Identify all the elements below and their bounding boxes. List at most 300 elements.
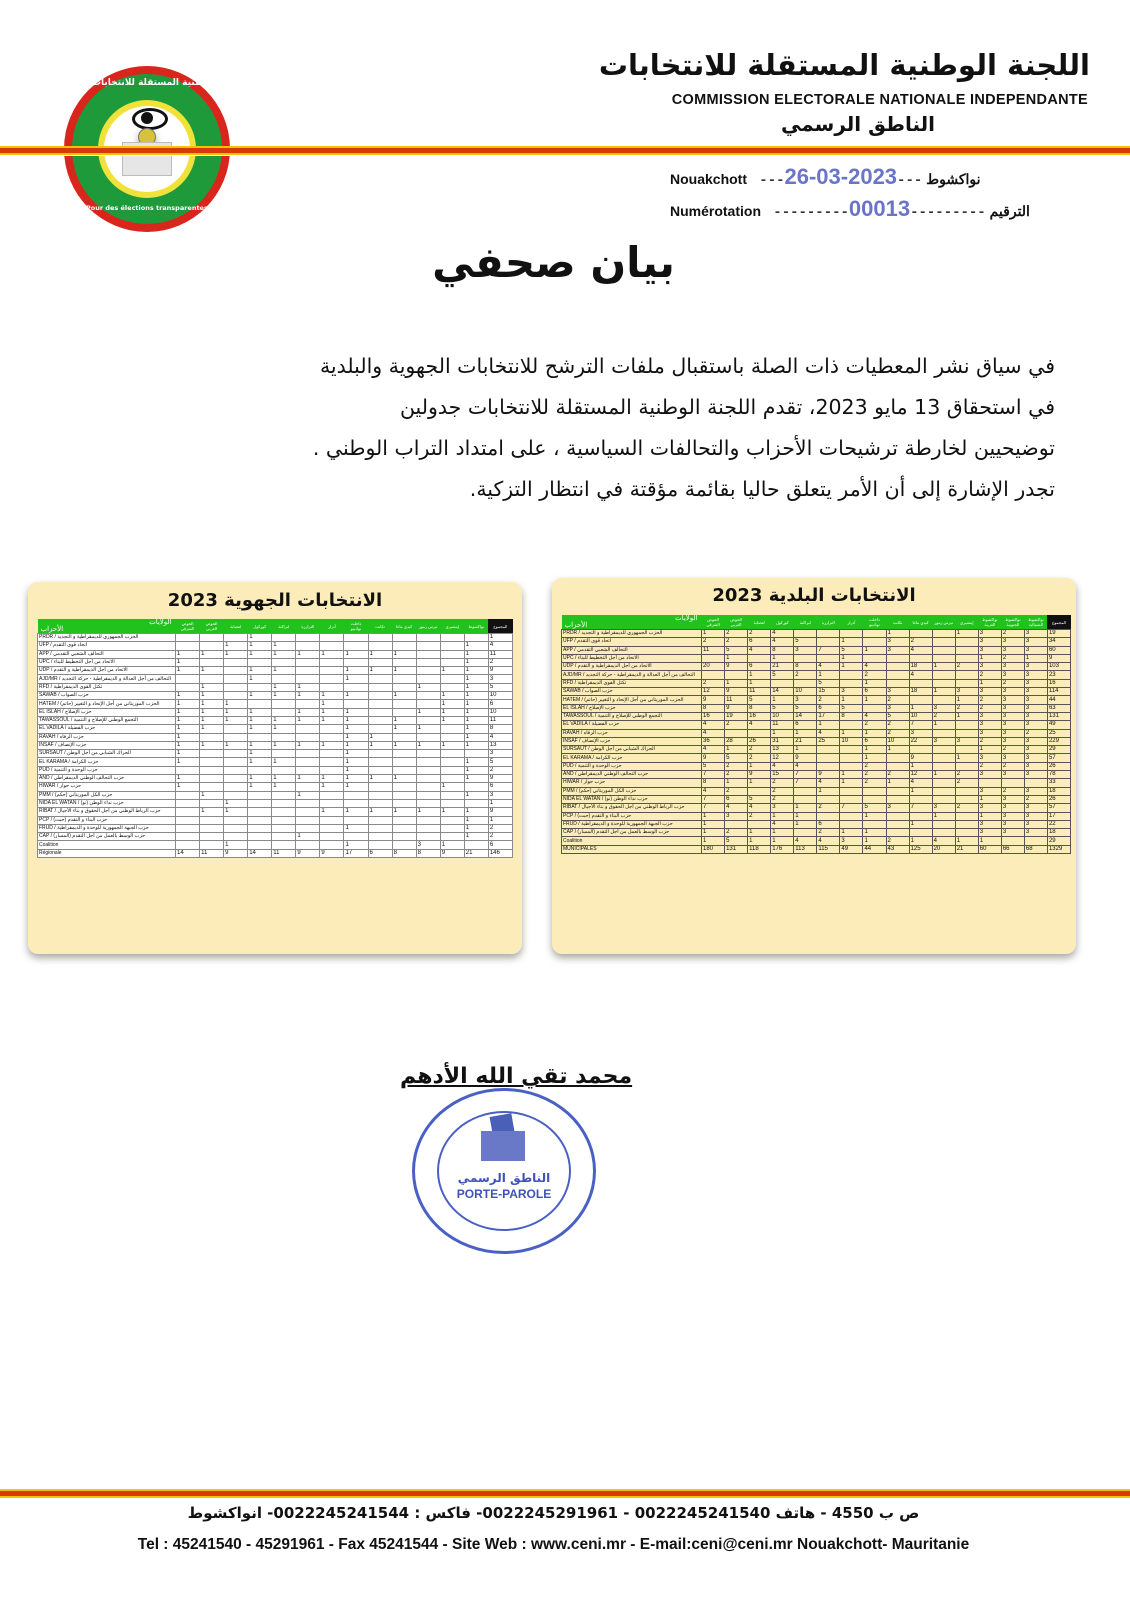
value-cell: 3 (978, 712, 1001, 720)
value-cell (392, 783, 416, 791)
value-cell: 15 (771, 771, 794, 779)
value-cell: 1 (224, 741, 248, 749)
value-cell (416, 750, 440, 758)
value-cell (909, 795, 932, 803)
value-cell: 12 (771, 754, 794, 762)
document-title: بيان صحفي (432, 238, 675, 287)
table-row (38, 816, 513, 824)
value-cell (296, 725, 320, 733)
value-cell: 5 (488, 683, 512, 691)
value-cell: 1 (176, 708, 200, 716)
value-cell: 13 (488, 741, 512, 749)
value-cell (440, 824, 464, 832)
value-cell (392, 824, 416, 832)
value-cell: 1 (464, 692, 488, 700)
table-row (38, 675, 513, 683)
table-row (38, 833, 513, 841)
value-cell (840, 795, 863, 803)
value-cell (416, 733, 440, 741)
value-cell (794, 679, 817, 687)
party-name-cell: CAP / حزب الوسط بالعمل من أجل التقدم (المسار) (38, 833, 176, 841)
value-cell: 8 (488, 725, 512, 733)
table-row (38, 667, 513, 675)
value-cell: 2 (955, 663, 978, 671)
value-cell: 4 (748, 721, 771, 729)
value-cell (200, 642, 224, 650)
value-cell: 1 (464, 708, 488, 716)
value-cell (392, 642, 416, 650)
value-cell (932, 671, 955, 679)
value-cell: 1 (416, 741, 440, 749)
value-cell (272, 799, 296, 807)
party-name-cell: APP / التحالف الشعبي التقدمي (38, 650, 176, 658)
value-cell (440, 634, 464, 642)
value-cell (932, 754, 955, 762)
value-cell: 1 (464, 658, 488, 666)
value-cell (416, 824, 440, 832)
value-cell: 1 (296, 650, 320, 658)
value-cell (1024, 779, 1047, 787)
party-name-cell: AND / حزب التحالف الوطني الديمقراطي (38, 775, 176, 783)
column-header: إينشيري (440, 619, 464, 634)
value-cell (248, 791, 272, 799)
value-cell: 1 (748, 837, 771, 845)
value-cell: 3 (1024, 696, 1047, 704)
value-cell: 1 (464, 733, 488, 741)
value-cell (817, 762, 840, 770)
value-cell: 7 (794, 771, 817, 779)
value-cell (176, 766, 200, 774)
value-cell: 1 (1024, 654, 1047, 662)
value-cell: 1 (840, 654, 863, 662)
total-value-cell: 125 (909, 845, 932, 853)
value-cell: 1 (368, 741, 392, 749)
value-cell (909, 679, 932, 687)
value-cell (932, 646, 955, 654)
value-cell (176, 634, 200, 642)
stamp-text-ar: الناطق الرسمي (457, 1171, 551, 1185)
value-cell: 1 (344, 783, 368, 791)
value-cell: 1 (464, 808, 488, 816)
value-cell (200, 658, 224, 666)
value-cell: 3 (978, 771, 1001, 779)
value-cell (932, 829, 955, 837)
value-cell: 2 (488, 833, 512, 841)
value-cell: 3 (978, 787, 1001, 795)
value-cell (368, 783, 392, 791)
value-cell: 1 (248, 741, 272, 749)
value-cell: 5 (748, 696, 771, 704)
value-cell: 4 (863, 712, 886, 720)
value-cell: 1 (440, 841, 464, 849)
value-cell: 1 (176, 775, 200, 783)
value-cell: 1 (748, 762, 771, 770)
value-cell (863, 787, 886, 795)
value-cell (748, 787, 771, 795)
signatory-name: محمد تقي الله الأدهم (400, 1064, 633, 1089)
value-cell: 5 (794, 704, 817, 712)
value-cell (817, 630, 840, 638)
value-cell (416, 675, 440, 683)
value-cell (320, 799, 344, 807)
party-name-cell: PUD / حزب الوحدة و التنمية (562, 762, 702, 770)
value-cell (392, 833, 416, 841)
value-cell (200, 766, 224, 774)
party-name-cell: EL ISLAH / حزب الإصلاح (38, 708, 176, 716)
value-cell: 2 (794, 671, 817, 679)
value-cell: 6 (488, 700, 512, 708)
party-name-cell: INSAF / حزب الإنصاف (38, 741, 176, 749)
value-cell: 1 (978, 837, 1001, 845)
total-value-cell: 14 (176, 849, 200, 857)
value-cell (886, 679, 909, 687)
value-cell: 10 (488, 708, 512, 716)
column-header: تكانت (886, 615, 909, 630)
value-cell (748, 820, 771, 828)
value-cell (955, 721, 978, 729)
value-cell: 1 (440, 741, 464, 749)
value-cell (392, 750, 416, 758)
value-cell (368, 642, 392, 650)
value-cell: 3 (1024, 671, 1047, 679)
value-cell (794, 829, 817, 837)
value-cell: 1 (224, 642, 248, 650)
value-cell: 1 (702, 829, 725, 837)
value-cell (932, 679, 955, 687)
value-cell: 1 (296, 708, 320, 716)
value-cell (725, 671, 748, 679)
value-cell (416, 799, 440, 807)
total-value-cell: 146 (488, 849, 512, 857)
value-cell (817, 638, 840, 646)
value-cell (909, 746, 932, 754)
value-cell: 2 (702, 679, 725, 687)
value-cell: 1 (176, 733, 200, 741)
value-cell: 1 (248, 692, 272, 700)
header-divider (0, 146, 1130, 156)
value-cell (955, 646, 978, 654)
value-cell: 4 (771, 820, 794, 828)
value-cell: 2 (886, 837, 909, 845)
column-header: نواكشوط الجنوبية (1001, 615, 1024, 630)
value-cell: 4 (817, 663, 840, 671)
value-cell: 3 (1024, 737, 1047, 745)
table-row (562, 630, 1071, 638)
party-name-cell: HIWAR / حزب حوار (38, 783, 176, 791)
table-row (562, 671, 1071, 679)
value-cell: 1 (320, 650, 344, 658)
value-cell (840, 820, 863, 828)
value-cell: 9 (488, 667, 512, 675)
value-cell: 4 (702, 729, 725, 737)
value-cell: 3 (1001, 688, 1024, 696)
value-cell (1001, 837, 1024, 845)
value-cell: 5 (725, 646, 748, 654)
value-cell: 25 (1047, 729, 1070, 737)
party-name-cell: HATEM / الحزب الموريتاني من أجل الإتحاد و التغيير (حاتم) (38, 700, 176, 708)
party-name-cell: RFD / تكتل القوى الديمقراطية (562, 679, 702, 687)
org-name-ar: اللجنة الوطنية المستقلة للانتخابات (598, 48, 1090, 82)
value-cell: 1 (200, 716, 224, 724)
value-cell: 1 (771, 829, 794, 837)
value-cell (932, 820, 955, 828)
value-cell (344, 816, 368, 824)
value-cell: 3 (978, 688, 1001, 696)
value-cell: 18 (1047, 787, 1070, 795)
value-cell: 1 (344, 725, 368, 733)
value-cell: 2 (488, 766, 512, 774)
value-cell (320, 791, 344, 799)
value-cell: 1 (344, 650, 368, 658)
value-cell: 1 (176, 725, 200, 733)
value-cell (320, 658, 344, 666)
value-cell: 11 (725, 696, 748, 704)
value-cell: 3 (886, 804, 909, 812)
party-name-cell: AND / حزب التحالف الوطني الديمقراطي (562, 771, 702, 779)
value-cell: 9 (702, 696, 725, 704)
value-cell: 11 (488, 716, 512, 724)
value-cell (886, 754, 909, 762)
value-cell: 1 (248, 725, 272, 733)
value-cell: 1 (176, 692, 200, 700)
value-cell (886, 812, 909, 820)
value-cell: 4 (794, 837, 817, 845)
total-value-cell: 113 (794, 845, 817, 853)
column-header: كيدي ماغا (909, 615, 932, 630)
value-cell (440, 758, 464, 766)
value-cell (248, 733, 272, 741)
value-cell: 16 (702, 712, 725, 720)
value-cell: 2 (1001, 762, 1024, 770)
value-cell: 3 (1024, 804, 1047, 812)
value-cell (1024, 837, 1047, 845)
value-cell: 9 (488, 775, 512, 783)
party-name-cell: UFP / اتحاد قوى التقدم (562, 638, 702, 646)
value-cell (296, 808, 320, 816)
value-cell (248, 816, 272, 824)
value-cell: 17 (1047, 812, 1070, 820)
value-cell: 9 (817, 771, 840, 779)
value-cell (440, 683, 464, 691)
value-cell: 2 (1001, 630, 1024, 638)
value-cell: 1 (794, 820, 817, 828)
value-cell: 1 (440, 708, 464, 716)
value-cell (955, 746, 978, 754)
value-cell: 29 (1047, 837, 1070, 845)
value-cell (368, 750, 392, 758)
value-cell: 6 (488, 783, 512, 791)
value-cell: 1 (464, 824, 488, 832)
value-cell: 2 (978, 704, 1001, 712)
value-cell: 2 (725, 787, 748, 795)
table-row (562, 729, 1071, 737)
value-cell: 2 (955, 704, 978, 712)
value-cell: 4 (771, 762, 794, 770)
value-cell: 2 (702, 638, 725, 646)
column-header: لبراكنة (272, 619, 296, 634)
total-value-cell: 8 (416, 849, 440, 857)
value-cell: 1 (748, 671, 771, 679)
value-cell: 60 (1047, 646, 1070, 654)
value-cell: 10 (771, 712, 794, 720)
party-name-cell: TAWASSOUL / التجمع الوطني للإصلاح و التنمية (38, 716, 176, 724)
value-cell: 9 (725, 663, 748, 671)
value-cell (932, 654, 955, 662)
value-cell: 49 (1047, 721, 1070, 729)
rows-axis-label: الأحزاب (40, 626, 64, 633)
value-cell: 11 (702, 646, 725, 654)
value-cell (272, 791, 296, 799)
value-cell: 3 (1001, 812, 1024, 820)
value-cell: 1 (464, 716, 488, 724)
value-cell: 2 (725, 771, 748, 779)
value-cell: 3 (1024, 771, 1047, 779)
value-cell: 3 (840, 688, 863, 696)
value-cell (320, 833, 344, 841)
value-cell: 1 (840, 771, 863, 779)
value-cell: 1 (272, 650, 296, 658)
value-cell: 3 (1024, 646, 1047, 654)
value-cell: 1 (464, 725, 488, 733)
value-cell (886, 829, 909, 837)
total-value-cell: 21 (955, 845, 978, 853)
department-ar: الناطق الرسمي (781, 112, 935, 136)
value-cell: 1 (272, 716, 296, 724)
party-name-cell: RAVAH / حزب الرفاه (38, 733, 176, 741)
table-row (38, 750, 513, 758)
table-row (38, 725, 513, 733)
table-row (562, 820, 1071, 828)
value-cell: 2 (909, 638, 932, 646)
value-cell: 2 (725, 630, 748, 638)
value-cell: 5 (702, 762, 725, 770)
value-cell: 26 (1047, 762, 1070, 770)
party-name-cell: CAP / حزب الوسط بالعمل من أجل التقدم (المسار) (562, 829, 702, 837)
value-cell: 3 (794, 646, 817, 654)
party-name-cell: HATEM / الحزب الموريتاني من أجل الإتحاد و التغيير (حاتم) (562, 696, 702, 704)
value-cell: 1 (771, 812, 794, 820)
value-cell: 1 (272, 725, 296, 733)
table-row (38, 692, 513, 700)
value-cell: 1 (272, 667, 296, 675)
value-cell: 1 (440, 667, 464, 675)
number-value: 00013 (848, 196, 911, 221)
value-cell: 1 (248, 758, 272, 766)
value-cell: 1 (224, 799, 248, 807)
table-row (562, 795, 1071, 803)
value-cell (416, 816, 440, 824)
value-cell: 1 (272, 775, 296, 783)
value-cell (200, 733, 224, 741)
value-cell (296, 634, 320, 642)
value-cell (440, 675, 464, 683)
value-cell: 1 (368, 733, 392, 741)
value-cell: 1 (464, 833, 488, 841)
value-cell: 1 (440, 783, 464, 791)
table-row (562, 704, 1071, 712)
value-cell (863, 820, 886, 828)
value-cell: 20 (702, 663, 725, 671)
paragraph-line: توضيحيين لخارطة ترشيحات الأحزاب والتحالفات السياسية ، على امتداد التراب الوطني . (312, 436, 1055, 460)
value-cell (224, 833, 248, 841)
column-header: الترارزة (296, 619, 320, 634)
value-cell: 6 (748, 638, 771, 646)
value-cell: 5 (725, 837, 748, 845)
value-cell (296, 766, 320, 774)
value-cell: 3 (1024, 829, 1047, 837)
table-row (562, 712, 1071, 720)
value-cell (296, 783, 320, 791)
value-cell: 3 (886, 646, 909, 654)
value-cell (932, 630, 955, 638)
value-cell: 18 (909, 663, 932, 671)
value-cell: 1 (392, 775, 416, 783)
value-cell: 1 (296, 833, 320, 841)
value-cell: 1 (200, 741, 224, 749)
value-cell: 1 (488, 634, 512, 642)
party-name-cell: PMM / حزب الكل الموريتاني (حكم) (562, 787, 702, 795)
value-cell (176, 791, 200, 799)
value-cell (840, 754, 863, 762)
column-header: تيرس زمور (932, 615, 955, 630)
value-cell: 4 (794, 762, 817, 770)
value-cell: 3 (1024, 630, 1047, 638)
value-cell (272, 658, 296, 666)
value-cell: 3 (1024, 762, 1047, 770)
value-cell (955, 829, 978, 837)
party-name-cell: NIDA EL WATAN / حزب نداء الوطن (نو) (562, 795, 702, 803)
value-cell (344, 642, 368, 650)
value-cell (416, 775, 440, 783)
value-cell: 5 (817, 679, 840, 687)
value-cell: 3 (840, 837, 863, 845)
value-cell (416, 700, 440, 708)
value-cell: 21 (771, 663, 794, 671)
municipal-elections-table (561, 615, 1071, 854)
paragraph-line: تجدر الإشارة إلى أن الأمر يتعلق حاليا بقائمة مؤقتة في انتظار التزكية. (469, 477, 1055, 501)
value-cell: 1 (702, 820, 725, 828)
value-cell (748, 729, 771, 737)
value-cell: 1 (932, 663, 955, 671)
table-row (38, 708, 513, 716)
column-header: كيدي ماغا (392, 619, 416, 634)
value-cell: 3 (1024, 746, 1047, 754)
value-cell: 1 (368, 775, 392, 783)
value-cell: 25 (817, 737, 840, 745)
value-cell (932, 638, 955, 646)
table-row (38, 658, 513, 666)
value-cell (368, 708, 392, 716)
total-value-cell: 14 (248, 849, 272, 857)
value-cell (200, 750, 224, 758)
value-cell: 18 (1047, 829, 1070, 837)
value-cell (224, 667, 248, 675)
total-value-cell: 131 (725, 845, 748, 853)
value-cell: 10 (886, 737, 909, 745)
value-cell: 18 (909, 688, 932, 696)
value-cell: 4 (909, 671, 932, 679)
value-cell (392, 766, 416, 774)
value-cell (932, 746, 955, 754)
value-cell: 1 (272, 741, 296, 749)
value-cell: 2 (725, 721, 748, 729)
value-cell (840, 630, 863, 638)
value-cell: 14 (771, 688, 794, 696)
regional-elections-table (37, 619, 513, 858)
value-cell (200, 841, 224, 849)
value-cell: 3 (1024, 721, 1047, 729)
value-cell: 1 (296, 692, 320, 700)
